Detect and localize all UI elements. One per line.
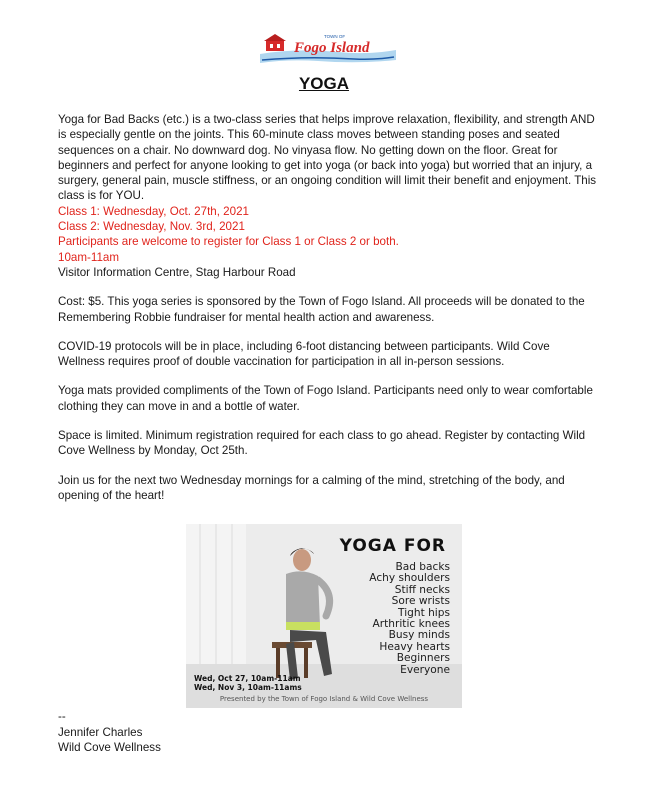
flyer-body [58, 112, 598, 503]
logo-graphic [258, 30, 398, 68]
poster-list-item: Everyone [400, 663, 450, 676]
mats-paragraph: Yoga mats provided compliments of the Town of Fogo Island. Participants need only to wear comfortable clothing they can move in and a bottle of water. [58, 384, 593, 413]
class-1-date: Class 1: Wednesday, Oct. 27th, 2021 [58, 204, 249, 218]
poster-date-1: Wed, Oct 27, 10am-11am [194, 674, 301, 683]
closing-paragraph: Join us for the next two Wednesday mornings for a calming of the mind, stretching of the body, and opening of the heart! [58, 473, 565, 502]
signature-block [58, 709, 161, 756]
poster-list-item: Heavy hearts [379, 640, 450, 653]
logo-name: Fogo Island [294, 40, 370, 56]
logo-small-text: TOWN OF [324, 34, 346, 39]
signature-org: Wild Cove Wellness [58, 741, 161, 754]
poster-heading: YOGA FOR [339, 536, 446, 556]
poster-list [369, 562, 450, 676]
page-title: YOGA [298, 74, 350, 93]
poster-list-item: Tight hips [398, 606, 450, 619]
signature-name: Jennifer Charles [58, 725, 143, 739]
poster-list-item: Arthritic knees [372, 618, 450, 631]
poster-list-item: Beginners [396, 652, 450, 665]
poster-presented-by: Presented by the Town of Fogo Island & Wild Cove Wellness [219, 695, 429, 703]
intro-paragraph: Yoga for Bad Backs (etc.) is a two-class series that helps improve relaxation, flexibility, and strength AND is especially gentle on the joints. This 60-minute class moves between standing poses and seated sequences on a chair. No downward dog. No vinyasa flow. No getting down on the floor. Great for beginners and perfect for anyone looking to get into yoga (or back into yoga) but worried that an injury, a surgery, general pain, muscle stiffness, or an ongoing condition will limit their benefit and enjoyment. This class is for YOU. [58, 113, 597, 203]
poster-list-item: Stiff necks [394, 583, 450, 596]
yoga-poster-image [186, 524, 462, 708]
cost-paragraph: Cost: $5. This yoga series is sponsored by the Town of Fogo Island. All proceeds will be donated to the Remembering Robbie fundraiser for mental health action and awareness. [58, 295, 585, 324]
fogo-island-logo [258, 30, 398, 68]
class-time: 10am-11am [58, 250, 120, 264]
signature-dashes: -- [58, 710, 66, 723]
class-location: Visitor Information Centre, Stag Harbour Road [58, 265, 296, 279]
poster-dates [194, 674, 302, 692]
poster-list-item: Bad backs [395, 561, 450, 573]
covid-paragraph: COVID-19 protocols will be in place, including 6-foot distancing between participants. Wild Cove Wellness requires proof of double vaccination for participation in all in-person sessions. [58, 339, 550, 369]
poster-date-2: Wed, Nov 3, 10am-11ams [194, 683, 302, 692]
poster-list-item: Sore wrists [391, 595, 450, 608]
poster-list-item: Achy shoulders [369, 572, 450, 585]
poster-list-item: Busy minds [388, 629, 450, 642]
class-2-date: Class 2: Wednesday, Nov. 3rd, 2021 [58, 220, 245, 234]
registration-note: Participants are welcome to register for Class 1 or Class 2 or both. [58, 235, 399, 249]
space-paragraph: Space is limited. Minimum registration required for each class to go ahead. Register by contacting Wild Cove Wellness by Monday, Oct 25th. [58, 429, 586, 458]
